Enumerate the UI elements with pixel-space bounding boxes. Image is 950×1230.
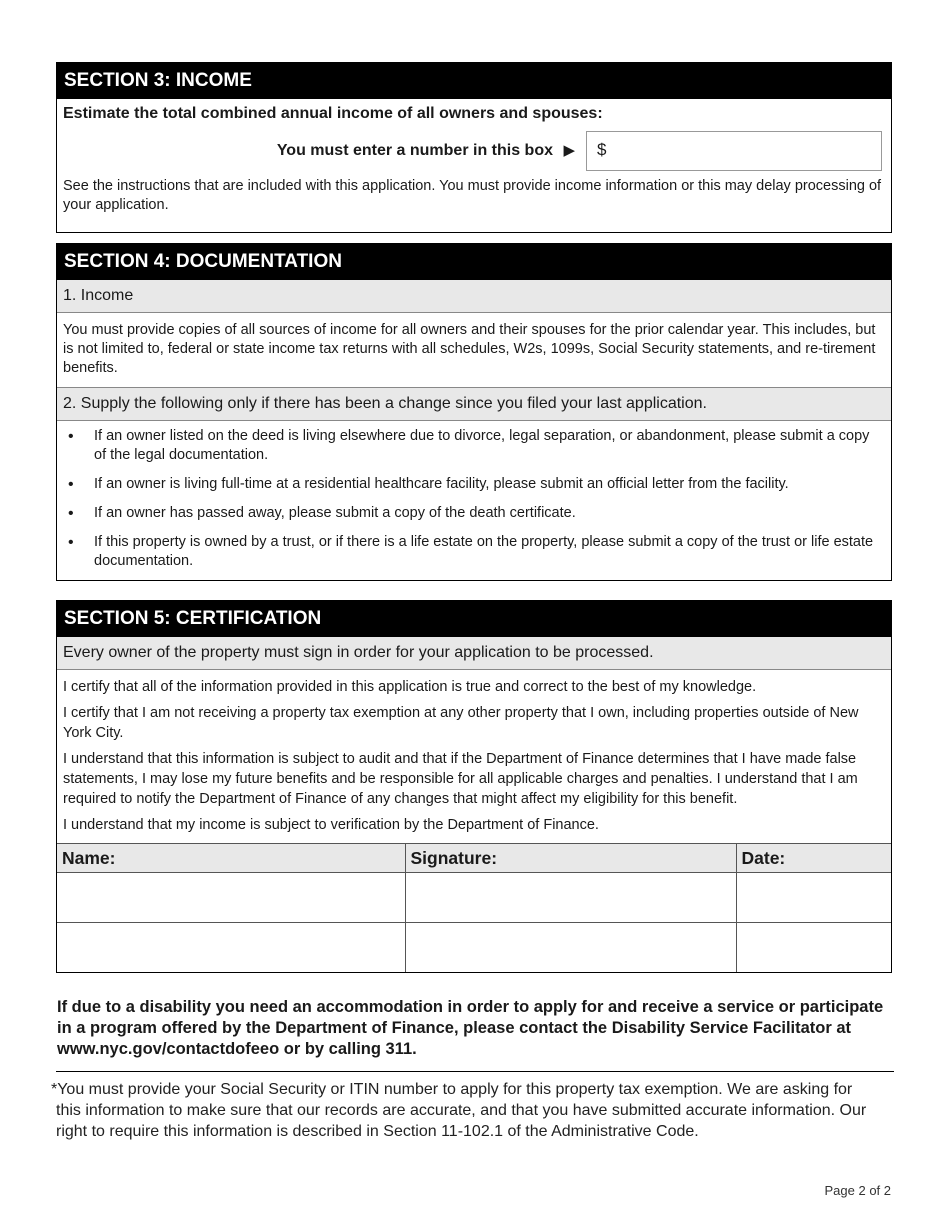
signature-table-header [57, 844, 891, 873]
list-item: • If an owner listed on the deed is living elsewhere due to divorce, legal separation, or abandonment, please submit a copy of the legal documentation. [63, 427, 885, 465]
certification-statement: I understand that this information is subject to audit and that if the Department of Finance determines that I have made false statements, I may lose my future benefits and be responsible for all applicable charges and penalties. I understand that I am required to notify the Department of Finance of any changes that might affect my eligibility for this benefit. [63, 751, 858, 807]
income-entry-row [57, 131, 891, 173]
ssn-footnote [51, 1079, 891, 1142]
signature-field[interactable] [405, 923, 736, 973]
list-item: • If this property is owned by a trust, or if there is a life estate on the property, please submit a copy of the trust or life estate documentation. [63, 533, 885, 571]
name-column-header: Name: [57, 844, 405, 873]
footnote-line-1: *You must provide your Social Security or ITIN number to apply for this property tax exemption. We are asking for [51, 1081, 853, 1098]
documentation-income-text: You must provide copies of all sources of income for all owners and their spouses for the prior calendar year. This includes, but is not limited to, federal or state income tax returns with all schedules, W2s, 1099s, Social Security statements, and re-tirement benefits. [57, 313, 891, 388]
disability-accommodation-notice: If due to a disability you need an accommodation in order to apply for and receive a service or participate in a program offered by the Department of Finance, please contact the Disability Service Facilitator at www.nyc.gov/contactdofeeo or by calling 311. [57, 998, 884, 1058]
right-arrow-icon: ▶ [563, 142, 575, 159]
income-amount-box[interactable] [586, 131, 882, 171]
certification-statement: I understand that my income is subject to verification by the Department of Finance. [63, 817, 599, 833]
date-field[interactable] [736, 873, 891, 923]
list-item: • If an owner is living full-time at a residential healthcare facility, please submit an official letter from the facility. [63, 475, 885, 494]
section-documentation [56, 243, 892, 581]
certification-statement: I certify that I am not receiving a property tax exemption at any other property that I own, including properties outside of New York City. [63, 705, 859, 741]
income-amount-input[interactable] [613, 136, 877, 168]
signature-table [57, 843, 891, 972]
must-enter-text: You must enter a number in this box [276, 142, 553, 159]
table-row [57, 873, 891, 923]
signature-field[interactable] [405, 873, 736, 923]
date-column-header: Date: [736, 844, 891, 873]
page-number: Page 2 of 2 [824, 1183, 891, 1198]
must-enter-label [277, 141, 575, 160]
documentation-change-heading: 2. Supply the following only if there has been a change since you filed your last application. [57, 388, 891, 421]
name-field[interactable] [57, 873, 405, 923]
signature-column-header: Signature: [405, 844, 736, 873]
dollar-sign: $ [597, 140, 607, 159]
documentation-income-heading: 1. Income [57, 280, 891, 313]
footnote-continuation: this information to make sure that our records are accurate, and that you have submitted accurate information. Our right to require this information is described in Section 11-102.1 of the Administrative Code. [56, 1102, 867, 1140]
name-field[interactable] [57, 923, 405, 973]
section-5-title: SECTION 5: CERTIFICATION [57, 601, 891, 637]
certification-statement: I certify that all of the information provided in this application is true and correct to the best of my knowledge. [63, 679, 757, 695]
list-item: • If an owner has passed away, please submit a copy of the death certificate. [63, 504, 885, 523]
documentation-list [57, 421, 891, 571]
section-income [56, 62, 892, 233]
section-certification [56, 600, 892, 973]
income-instructions-note: See the instructions that are included with this application. You must provide income information or this may delay processing of your application. [63, 178, 882, 213]
section-3-title: SECTION 3: INCOME [57, 63, 891, 99]
section-4-title: SECTION 4: DOCUMENTATION [57, 244, 891, 280]
income-estimate-label: Estimate the total combined annual income of all owners and spouses: [63, 105, 603, 122]
certification-subtitle: Every owner of the property must sign in order for your application to be processed. [57, 637, 891, 670]
table-row [57, 923, 891, 973]
date-field[interactable] [736, 923, 891, 973]
footnote-divider [56, 1071, 894, 1072]
